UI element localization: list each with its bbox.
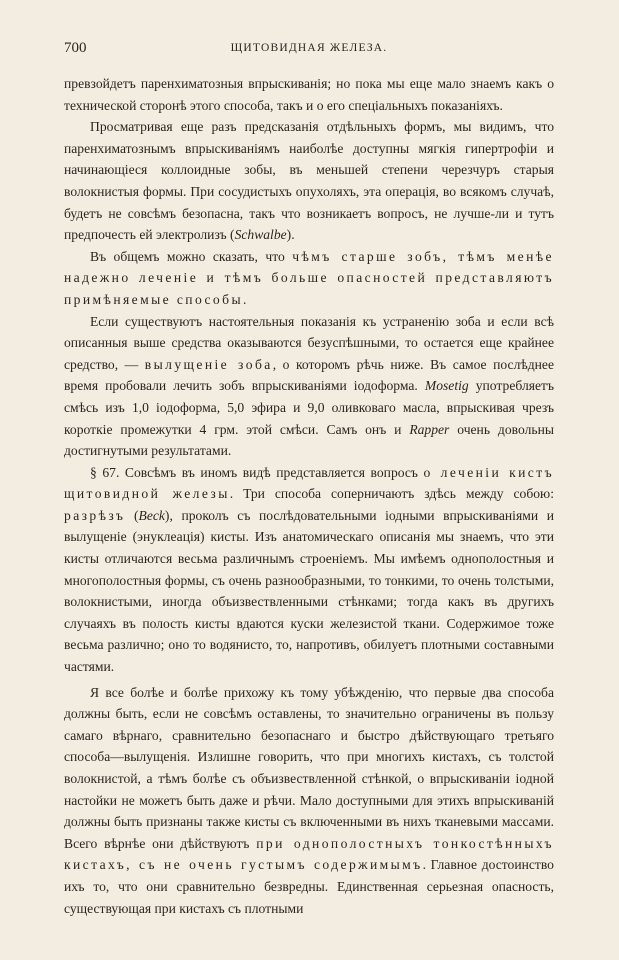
spaced-emphasis: вылущеніе зоба [144,356,273,372]
text-run: Если существуютъ настоятельныя показанія къ устраненію зоба и если всѣ описанныя выше средства оказываются безуспѣшными, то остается еще крайнее средство, — [64,313,554,372]
page-number: 700 [64,40,87,56]
body-text [64,73,554,919]
text-run: . Три способа соперничаютъ здѣсь между собою: [229,486,554,502]
text-run: употребляетъ смѣсь изъ 1,0 іодоформа, 5,0 эфира и 9,0 оливковаго масла, впрыскивая чрезъ короткіе промежутки 4 грм. этой смѣси. Самъ онъ и [64,378,554,437]
paragraph [64,73,554,116]
spaced-emphasis: разрѣзъ [64,507,126,523]
text-run: очень довольны достигнутыми результатами. [64,421,554,459]
paragraph [64,462,554,678]
text-run: ), проколъ съ послѣдовательными іодными впрыскиваніями и вылущеніе (энуклеація) кисты. Изъ анатомическаго описанія мы знаемъ, что эти кисты отличаются весьма различнымъ строеніемъ. Мы имѣемъ однополостныя и многополостныя формы, съ очень разнообразными, то тонкими, то очень толстыми, волокнистыми, иногда объизвествленными стѣнками; тогда какъ въ другихъ случаяхъ въ полость кисты вдаются куски железистой ткани. Содержимое тоже весьма различно; оно то водянисто, то, напротивъ, обилуетъ плотными составными частями. [64,507,554,675]
paragraph [64,116,554,246]
spaced-emphasis: о леченіи кистъ щитовидной железы [64,464,555,502]
author-name: Schwalbe [234,227,287,243]
text-run: , о которомъ рѣчь ниже. Въ самое послѣднее время пробовали лечить зобъ впрыскиваніями іодоформа. [64,356,554,394]
spaced-emphasis: при однополостныхъ тонкостѣнныхъ кистахъ, съ не очень густымъ содержимымъ [64,835,554,873]
spaced-emphasis: чѣмъ старше зобъ, тѣмъ менѣе надежно леченіе и тѣмъ больше опасностей представляютъ примѣняемые способы [64,248,554,307]
author-name: Beck [138,507,165,523]
paragraph [64,311,554,462]
running-title: ЩИТОВИДНАЯ ЖЕЛЕЗА. [230,42,388,54]
text-run: . [242,291,247,307]
text-run: превзойдетъ паренхиматозныя впрыскиванія; но пока мы еще мало знаемъ какъ о технической сторонѣ этого способа, такъ и о его спеціальныхъ показаніяхъ. [64,76,554,113]
text-run: Въ общемъ можно сказать, что [90,248,293,264]
text-run: . Главное достоинство ихъ то, что они сравнительно безвредны. Единственная серьезная опасность, существующая при кистахъ съ плотными [64,857,554,916]
text-run: § 67. Совсѣмъ въ иномъ видѣ представляется вопросъ [90,464,424,480]
text-run: ). [286,227,295,243]
author-name: Rapper [409,421,450,437]
text-run: Я все болѣе и болѣе прихожу къ тому убѣжденію, что первые два способа должны быть, если не совсѣмъ оставлены, то значительно ограничены въ пользу самаго вѣрнаго, сравнительно безопаснаго и быстро дѣйствующаго третьяго способа—вылущенія. Излишне говорить, что при многихъ кистахъ, съ толстой волокнистой, а тѣмъ болѣе съ объизвествленной стѣнкой, о впрыскиваніи іодной настойки не можетъ быть даже и рѣчи. Мало доступными для этихъ впрыскиваній должны быть признаны также кисты съ включенными въ нихъ тканевыми массами. Всего вѣрнѣе они дѣйствуютъ [64,684,554,851]
page-header [64,40,554,60]
text-run: Просматривая еще разъ предсказанія отдѣльныхъ формъ, мы видимъ, что паренхиматознымъ впрыскиваніямъ наиболѣе доступны мягкія гипертрофіи и начинающіеся коллоидные зобы, въ меньшей степени черезчуръ старыя волокнистыя формы. При сосудистыхъ опухоляхъ, эта операція, во всякомъ случаѣ, будетъ не совсѣмъ безопасна, такъ что возникаетъ вопросъ, не лучше-ли и тутъ предпочесть ей электролизъ ( [64,119,554,243]
paragraph [64,682,554,920]
text-run: ( [125,507,139,523]
author-name: Mosetig [424,378,469,394]
paragraph [64,246,554,311]
